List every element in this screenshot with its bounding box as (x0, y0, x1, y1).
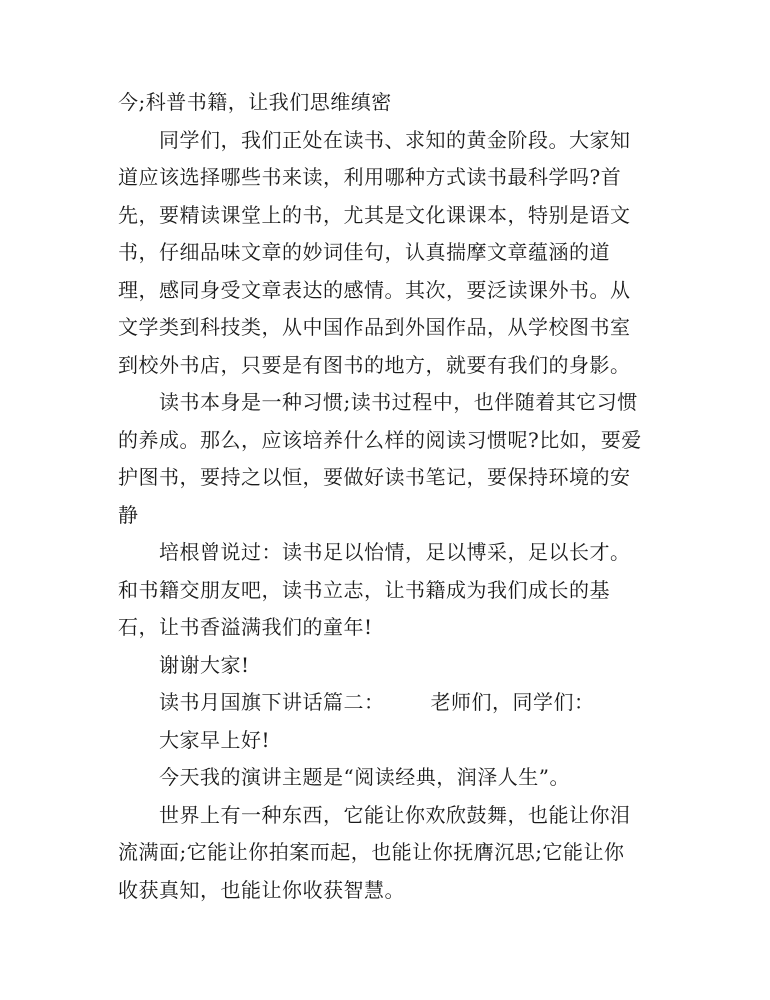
text-line: 文学类到科技类，从中国作品到外国作品，从学校图书室 (118, 315, 631, 339)
greeting: 大家早上好! (159, 728, 271, 752)
section-heading-line (159, 688, 595, 716)
text-line: 的养成。那么，应该培养什么样的阅读习惯呢?比如，要爱 (118, 428, 642, 452)
paragraph-start: 读书本身是一种习惯;读书过程中，也伴随着其它习惯 (159, 390, 638, 414)
paragraph-start: 今天我的演讲主题是“阅读经典，润泽人生”。 (159, 765, 570, 789)
text-line: 书，仔细品味文章的妙词佳句，认真揣摩文章蕴涵的道 (118, 240, 610, 264)
text-line: 道应该选择哪些书来读，利用哪种方式读书最科学吗?首 (118, 165, 622, 189)
paragraph-start: 谢谢大家! (159, 653, 250, 677)
text-line: 护图书，要持之以恒，要做好读书笔记，要保持环境的安 (118, 465, 631, 489)
section-heading: 读书月国旗下讲话篇二： (159, 690, 385, 714)
paragraph-start: 同学们，我们正处在读书、求知的黄金阶段。大家知 (159, 128, 631, 152)
text-line: 和书籍交朋友吧，读书立志，让书籍成为我们成长的基 (118, 578, 610, 602)
text-line: 石，让书香溢满我们的童年! (118, 615, 373, 639)
text-line: 先，要精读课堂上的书，尤其是文化课课本，特别是语文 (118, 203, 631, 227)
paragraph-start: 世界上有一种东西，它能让你欢欣鼓舞，也能让你泪 (159, 803, 631, 827)
text-line: 流满面;它能让你拍案而起，也能让你抚膺沉思;它能让你 (118, 840, 625, 864)
salutation: 老师们，同学们： (430, 690, 595, 714)
text-line: 理，感同身受文章表达的感情。其次，要泛读课外书。从 (118, 278, 631, 302)
text-line: 到校外书店，只要是有图书的地方，就要有我们的身影。 (118, 353, 631, 377)
text-line: 静 (118, 503, 139, 527)
text-line: 收获真知，也能让你收获智慧。 (118, 878, 405, 902)
text-line: 今;科普书籍，让我们思维缜密 (118, 90, 392, 114)
paragraph-start: 培根曾说过：读书足以怡情，足以博采，足以长才。 (159, 540, 631, 564)
